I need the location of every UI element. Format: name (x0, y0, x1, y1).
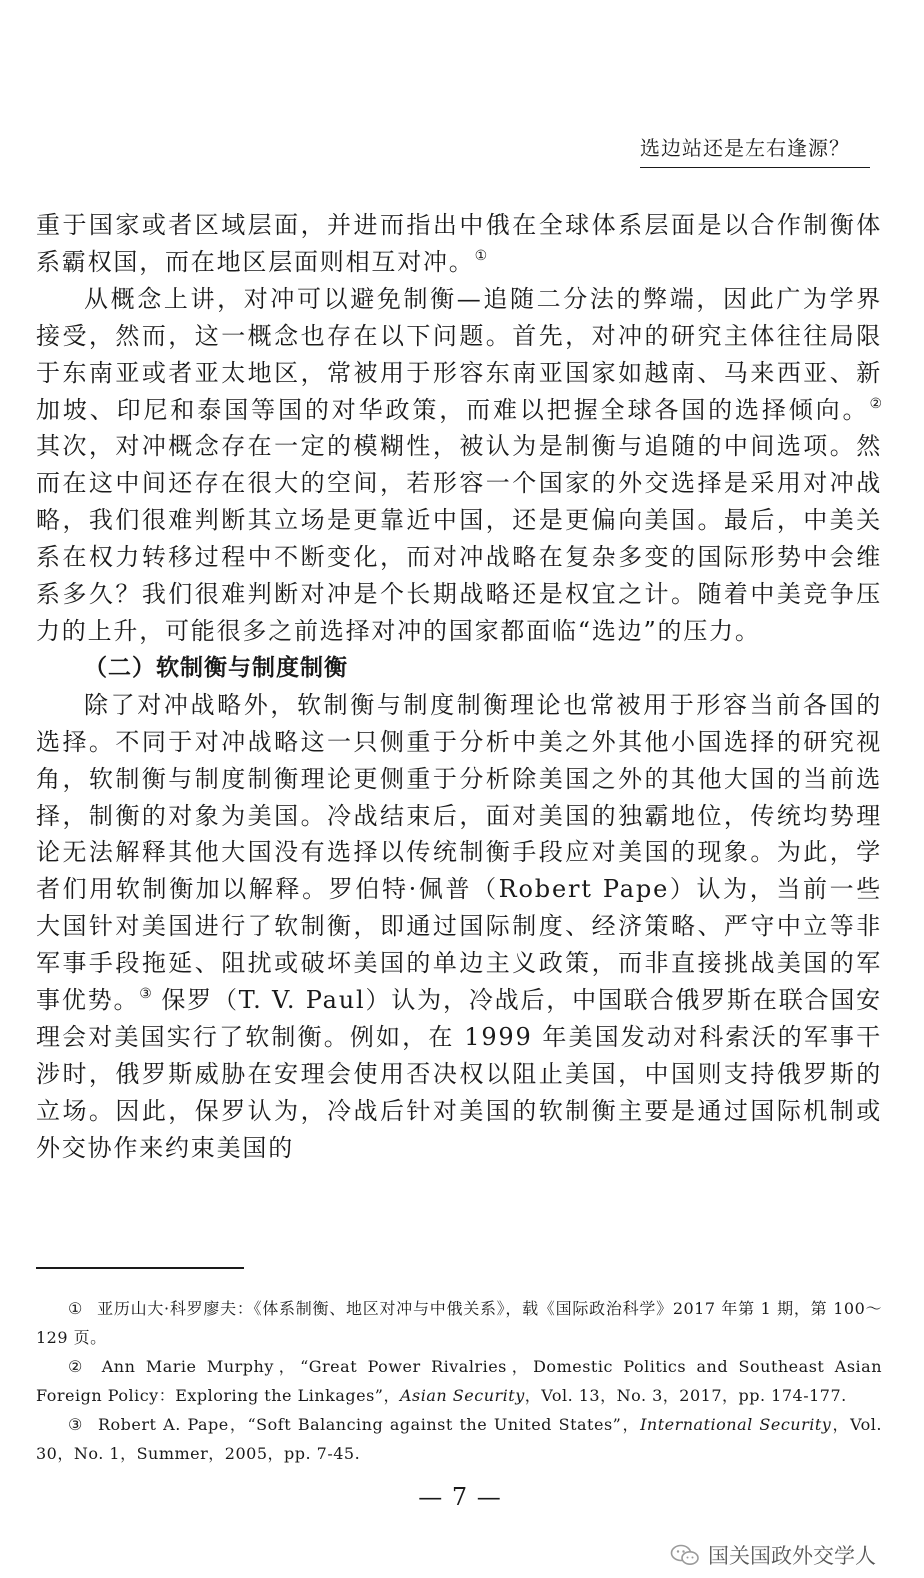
paragraph: 除了对冲战略外，软制衡与制度制衡理论也常被用于形容当前各国的选择。不同于对冲战略这一只侧重于分析中美之外其他小国选择的研究视角，软制衡与制度制衡理论更侧重于分析除美国之外的其他大国的当前选择，制衡的对象为美国。冷战结束后，面对美国的独霸地位，传统均势理论无法解释其他大国没有选择以传统制衡手段应对美国的现象。为此，学者们用软制衡加以解释。罗伯特·佩普（Robert Pape）认为，当前一些大国针对美国进行了软制衡，即通过国际制度、经济策略、严守中立等非军事手段拖延、阻扰或破坏美国的单边主义政策，而非直接挑战美国的军事优势。③ 保罗（T. V. Paul）认为，冷战后，中国联合俄罗斯在联合国安理会对美国实行了软制衡。例如，在 1999 年美国发动对科索沃的军事干涉时，俄罗斯威胁在安理会使用否决权以阻止美国，中国则支持俄罗斯的立场。因此，保罗认为，冷战后针对美国的软制衡主要是通过国际机制或外交协作来约束美国的 (36, 690, 882, 1162)
footnotes (36, 1294, 882, 1468)
page-number: — 7 — (418, 1483, 502, 1511)
footnote-ref[interactable]: ② (869, 395, 882, 412)
footnote-ref[interactable]: ③ (139, 986, 152, 1003)
body-text (36, 207, 882, 1167)
paragraph: 从概念上讲，对冲可以避免制衡—追随二分法的弊端，因此广为学界接受，然而，这一概念也存在以下问题。首先，对冲的研究主体往往局限于东南亚或者亚太地区，常被用于形容东南亚国家如越南、马来西亚、新加坡、印尼和泰国等国的对华政策，而难以把握全球各国的选择倾向。② 其次，对冲概念存在一定的模糊性，被认为是制衡与追随的中间选项。然而在这中间还存在很大的空间，若形容一个国家的外交选择是采用对冲战略，我们很难判断其立场是更靠近中国，还是更偏向美国。最后，中美关系在权力转移过程中不断变化，而对冲战略在复杂多变的国际形势中会维系多久？我们很难判断对冲是个长期战略还是权宜之计。随着中美竞争压力的上升，可能很多之前选择对冲的国家都面临“选边”的压力。 (36, 284, 882, 645)
footnote: ① 亚历山大·科罗廖夫：《体系制衡、地区对冲与中俄关系》，载《国际政治科学》2017 年第 1 期，第 100～129 页。 (36, 1299, 883, 1347)
running-header: 选边站还是左右逢源？ (640, 133, 870, 168)
footnote-ref[interactable]: ① (474, 247, 488, 264)
watermark-text: 国关国政外交学人 (708, 1544, 876, 1568)
wechat-icon (670, 1543, 700, 1567)
watermark (670, 1540, 910, 1570)
footnote: ③ Robert A. Pape，“Soft Balancing against the United States”，International Security，Vol. 30，No. 1，Summer，2005，pp. 7-45. (36, 1415, 883, 1463)
paragraph: 重于国家或者区域层面，并进而指出中俄在全球体系层面是以合作制衡体系霸权国，而在地区层面则相互对冲。① (36, 211, 882, 276)
footnote-divider (36, 1267, 244, 1269)
footnote: ② Ann Marie Murphy，“Great Power Rivalries，Domestic Politics and Southeast Asian Foreign Policy：Exploring the Linkages”，Asian Security，Vol. 13，No. 3，2017，pp. 174-177. (36, 1357, 883, 1405)
section-heading: （二）软制衡与制度制衡 (84, 654, 348, 681)
